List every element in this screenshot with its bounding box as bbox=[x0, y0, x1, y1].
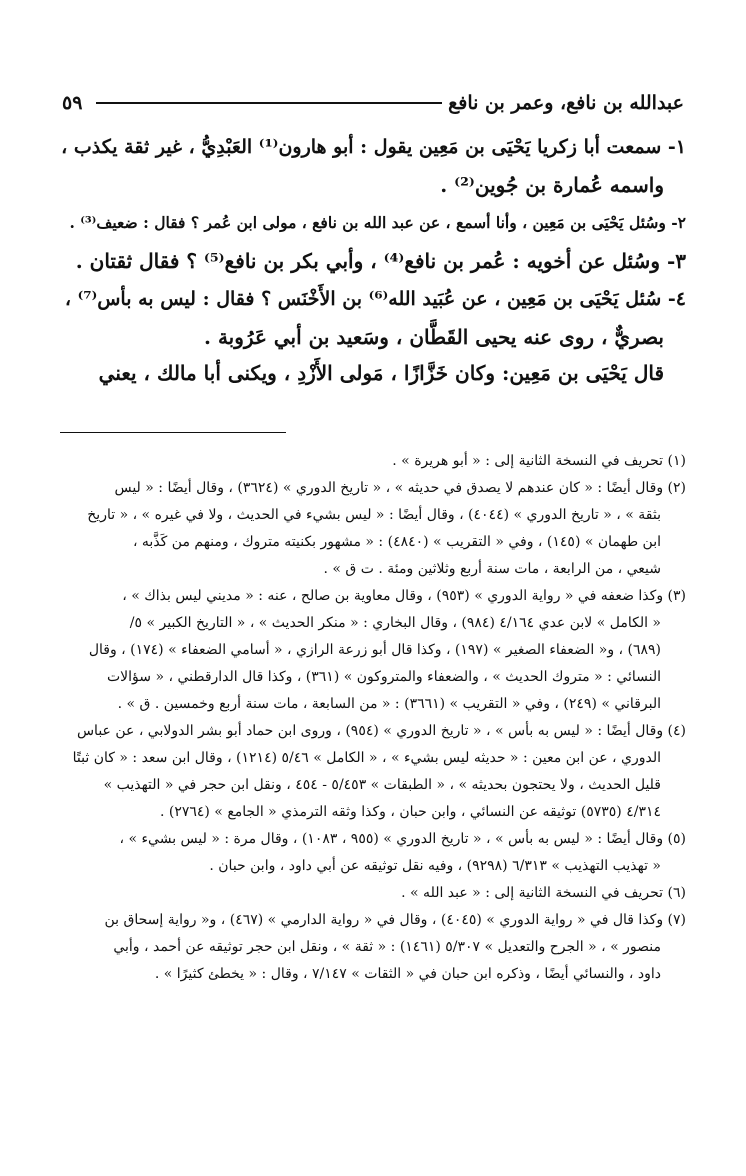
footnote-line: بثقة » ، « تاريخ الدوري » (٤٠٤٤) ، وقال أيضًا : « ليس بشيء في الحديث ، ولا في غيره » ، « تاريخ bbox=[87, 507, 661, 523]
main-line: ٣- وسُئل عن أخويه : عُمر بن نافع⁽⁴⁾ ، وأبي بكر بن نافع⁽⁵⁾ ؟ فقال ثقتان . bbox=[75, 249, 686, 273]
footnote-line: الدوري ، عن ابن معين : « حديثه ليس بشيء » ، « الكامل » ٥/٤٦ (١٢١٤) ، وقال ابن سعد : « كان ثبتًا bbox=[72, 750, 661, 766]
footnote-line: ابن طهمان » (١٤٥) ، وفي « التقريب » (٤٨٤٠) : « مشهور بكنيته متروك ، ومنهم من كَذَّبه ، bbox=[132, 534, 661, 550]
footnote-separator bbox=[60, 432, 286, 433]
page-number: ٥٩ bbox=[62, 92, 83, 114]
main-line: واسمه عُمارة بن جُوين⁽²⁾ . bbox=[440, 173, 664, 197]
running-head: عبدالله بن نافع، وعمر بن نافع bbox=[448, 92, 684, 114]
main-line: ٤- سُئل يَحْيَى بن مَعِين ، عن عُبَيد الله⁽⁶⁾ بن الأَخْنَس ؟ فقال : ليس به بأس⁽⁷⁾ ، bbox=[64, 288, 686, 310]
footnote-line: داود ، والنسائي أيضًا ، وذكره ابن حبان في « الثقات » ٧/١٤٧ ، وقال : « يخطئ كثيرًا » . bbox=[154, 966, 661, 982]
footnotes bbox=[60, 448, 686, 988]
footnote-line: (٦٨٩) ، و« الضعفاء الصغير » (١٩٧) ، وكذا قال أبو زرعة الرازي ، « أسامي الضعفاء » (١٧٤) ، وقال bbox=[88, 642, 661, 658]
footnote-line: شيعي ، من الرابعة ، مات سنة أربع وثلاثين ومئة . ت ق » . bbox=[323, 561, 661, 577]
footnote-line: (٦) تحريف في النسخة الثانية إلى : « عبد الله » . bbox=[401, 885, 686, 901]
footnote-line: (١) تحريف في النسخة الثانية إلى : « أبو هريرة » . bbox=[392, 453, 686, 469]
main-line: بصريٌّ ، روى عنه يحيى القَطَّان ، وسَعيد بن أبي عَرُوبة . bbox=[204, 325, 664, 349]
footnote-line: (٧) وكذا قال في « رواية الدوري » (٤٠٤٥) ، وقال في « رواية الدارمي » (٤٦٧) ، و« رواية إسحاق بن bbox=[104, 912, 686, 928]
footnote-line: منصور » ، « الجرح والتعديل » ٥/٣٠٧ (١٤٦١) : « ثقة » ، ونقل ابن حجر توثيقه عن أحمد ، وأبي bbox=[113, 939, 661, 955]
footnote-line: (٤) وقال أيضًا : « ليس به بأس » ، « تاريخ الدوري » (٩٥٤) ، وروى ابن حماد أبو بشر الدولابي ، عن عباس bbox=[76, 723, 686, 739]
header-rule bbox=[96, 102, 442, 104]
main-text bbox=[60, 128, 686, 390]
footnote-line: (٣) وكذا ضعفه في « رواية الدوري » (٩٥٣) ، وقال معاوية بن صالح ، عنه : « مديني ليس بذاك » ، bbox=[122, 588, 686, 604]
main-line: ١- سمعت أبا زكريا يَحْيَى بن مَعِين يقول : أبو هارون⁽¹⁾ العَبْدِيُّ ، غير ثقة يكذب ، bbox=[61, 136, 686, 158]
main-line: قال يَحْيَى بن مَعِين: وكان خَزَّازًا ، مَولى الأَزْدِ ، ويكنى أبا مالك ، يعني bbox=[98, 361, 664, 385]
footnote-line: البرقاني » (٢٤٩) ، وفي « التقريب » (٣٦٦١) : « من السابعة ، مات سنة أربع وخمسين . ق » . bbox=[117, 696, 661, 712]
footnote-line: النسائي : « متروك الحديث » ، والضعفاء والمتروكون » (٣٦١) ، وكذا قال الدارقطني ، « سؤالات bbox=[107, 669, 661, 685]
page-header bbox=[62, 88, 684, 118]
footnote-line: ٤/٣١٤ (٥٧٣٥) توثيقه عن النسائي ، وابن حبان ، وكذا وثقه الترمذي « الجامع » (٢٧٦٤) . bbox=[159, 804, 661, 820]
main-line: ٢- وسُئل يَحْيَى بن مَعِين ، وأنا أسمع ، عن عبد الله بن نافع ، مولى ابن عُمر ؟ فقال : ضعيف⁽³⁾ . bbox=[69, 213, 686, 232]
footnote-line: (٢) وقال أيضًا : « كان عندهم لا يصدق في حديثه » ، « تاريخ الدوري » (٣٦٢٤) ، وقال أيضًا : « ليس bbox=[114, 480, 686, 496]
footnote-line: « تهذيب التهذيب » ٦/٣١٣ (٩٢٩٨) ، وفيه نقل توثيقه عن أبي داود ، وابن حبان . bbox=[209, 858, 661, 874]
footnote-line: « الكامل » لابن عدي ٤/١٦٤ (٩٨٤) ، وقال البخاري : « منكر الحديث » ، « التاريخ الكبير » ٥/ bbox=[129, 615, 661, 631]
footnote-line: قليل الحديث ، ولا يحتجون بحديثه » ، « الطبقات » ٥/٤٥٣ - ٤٥٤ ، ونقل ابن حجر في « التهذيب » bbox=[103, 777, 661, 793]
footnote-line: (٥) وقال أيضًا : « ليس به بأس » ، « تاريخ الدوري » (٩٥٥ ، ١٠٨٣) ، وقال مرة : « ليس بشيء » ، bbox=[119, 831, 686, 847]
